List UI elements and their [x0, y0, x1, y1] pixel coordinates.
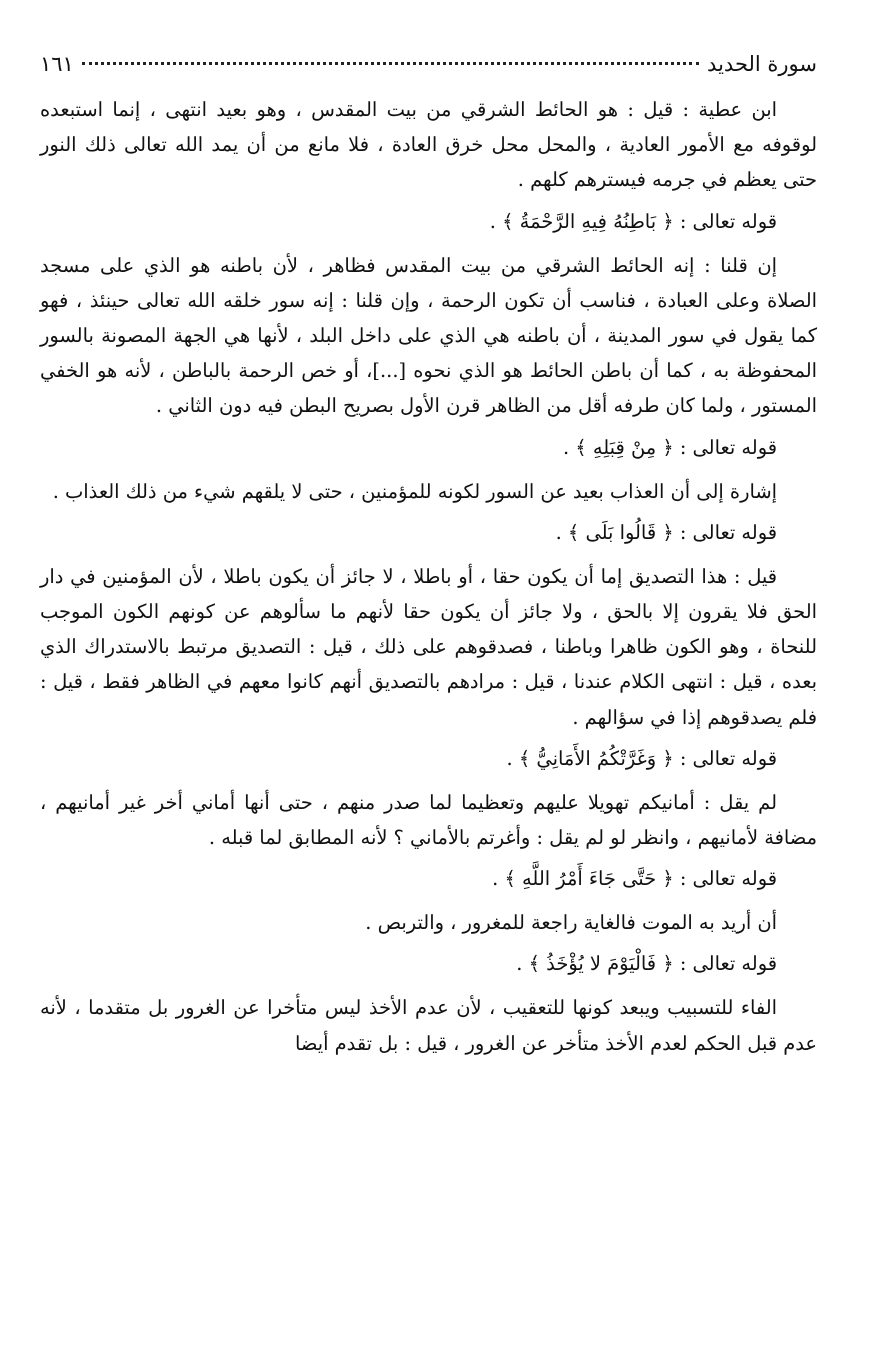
- paragraph: أن أريد به الموت فالغاية راجعة للمغرور ، والتربص .: [365, 911, 777, 935]
- ornate-bracket-open-icon: ﴿: [662, 520, 674, 544]
- ayah-text: فَالْيَوْمَ لا يُؤْخَذُ: [546, 952, 657, 976]
- ornate-bracket-open-icon: ﴿: [662, 209, 674, 233]
- surah-title: سورة الحديد: [707, 52, 817, 76]
- verse-intro: قوله تعالى :: [679, 435, 777, 459]
- paragraph: إن قلنا : إنه الحائط الشرقي من بيت المقدس فظاهر ، لأن باطنه هو الذي على مسجد الصلاة وعلى العبادة ، فناسب أن تكون الرحمة ، وإن قلنا : إنه سور خلقه الله تعالى حينئذ ، فهو كما يقول في سور المدينة ، أن باطنه هي الذي على داخل البلد ، لأنها هي الجهة المصونة بالسور المحفوظة به ، كما أن باطن الحائط هو الذي نحوه [...]، أو خص الرحمة بالباطن ، لأنه هو الخفي المستور ، ولما كان طرفه أقل من الظاهر قرن الأول بصريح البطن فيه دون الثاني .: [40, 253, 817, 418]
- ornate-bracket-close-icon: ﴾: [567, 520, 580, 544]
- ornate-bracket-open-icon: ﴿: [662, 746, 674, 770]
- verse-intro: قوله تعالى :: [679, 746, 777, 770]
- verse-end: .: [562, 435, 570, 459]
- paragraph: ابن عطية : قيل : هو الحائط الشرقي من بيت المقدس ، وهو بعيد انتهى ، إنما استبعده لوقوفه مع الأمور العادية ، والمحل محل خرق العادة ، فلا مانع من أن يمد الله تعالى ذلك النور حتى يعظم في جرمه فيسترهم كلهم .: [40, 98, 817, 192]
- paragraph: لم يقل : أمانيكم تهويلا عليهم وتعظيما لما صدر منهم ، حتى أنها أماني أخر غير أمانيهم ، مضافة لأمانيهم ، وانظر لو لم يقل : وأغرتم بالأماني ؟ لأنه المطابق لما قبله .: [40, 790, 817, 850]
- verse-quote: [40, 430, 817, 466]
- paragraph: الفاء للتسبيب ويبعد كونها للتعقيب ، لأن عدم الأخذ ليس متأخرا عن الغرور بل متقدما ، لأنه عدم قبل الحكم لعدم الأخذ متأخر عن الغرور ، قيل : بل تقدم أيضا: [40, 996, 817, 1055]
- verse-intro: قوله تعالى :: [679, 209, 777, 233]
- verse-quote: [40, 204, 817, 240]
- verse-end: .: [555, 520, 562, 544]
- page-body: [40, 92, 817, 1061]
- header-dotted-leader: [82, 62, 699, 65]
- verse-end: .: [489, 209, 496, 233]
- ayah-text: وَغَرَّتْكُمُ الأَمَانِيُّ: [536, 746, 657, 770]
- page-number: ١٦١: [40, 52, 74, 76]
- verse-quote: [40, 741, 817, 777]
- verse-end: .: [516, 952, 523, 976]
- verse-quote: [40, 946, 817, 982]
- ayah-text: بَاطِنُهُ فِيهِ الرَّحْمَةُ: [519, 209, 657, 233]
- verse-intro: قوله تعالى :: [679, 867, 777, 891]
- ornate-bracket-close-icon: ﴾: [504, 867, 516, 891]
- ayah-text: حَتَّى جَاءَ أَمْرُ اللَّهِ: [522, 867, 657, 891]
- verse-quote: [40, 515, 817, 551]
- ayah-text: قَالُوا بَلَى: [585, 520, 657, 544]
- ornate-bracket-close-icon: ﴾: [518, 746, 531, 770]
- verse-intro: قوله تعالى :: [679, 520, 777, 544]
- ornate-bracket-open-icon: ﴿: [662, 952, 674, 976]
- verse-quote: [40, 861, 817, 897]
- running-header: [40, 52, 817, 92]
- ornate-bracket-close-icon: ﴾: [502, 209, 514, 233]
- verse-intro: قوله تعالى :: [679, 952, 777, 976]
- verse-end: .: [492, 867, 499, 891]
- ornate-bracket-close-icon: ﴾: [528, 952, 540, 976]
- ayah-text: مِنْ قِبَلِهِ: [592, 435, 657, 459]
- paragraph: إشارة إلى أن العذاب بعيد عن السور لكونه للمؤمنين ، حتى لا يلقهم شيء من ذلك العذاب .: [52, 479, 777, 503]
- ornate-bracket-close-icon: ﴾: [575, 435, 587, 459]
- ornate-bracket-open-icon: ﴿: [662, 867, 674, 891]
- ornate-bracket-open-icon: ﴿: [662, 435, 674, 459]
- verse-end: .: [506, 746, 513, 770]
- paragraph: قيل : هذا التصديق إما أن يكون حقا ، أو باطلا ، لا جائز أن يكون باطلا ، لأن المؤمنين في دار الحق فلا يقرون إلا بالحق ، ولا جائز أن يكون حقا لأنهم ما سألوهم عن كونهم الكون الموجب للنحاة ، وهو الكون ظاهرا وباطنا ، فصدقوهم على ذلك ، قيل : التصديق مرتبط بالاستدراك الذي بعده ، قيل : انتهى الكلام عندنا ، قيل : مرادهم بالتصديق أنهم كانوا معهم في الظاهر فقط ، قيل : فلم يصدقوهم إذا في سؤالهم .: [40, 564, 817, 729]
